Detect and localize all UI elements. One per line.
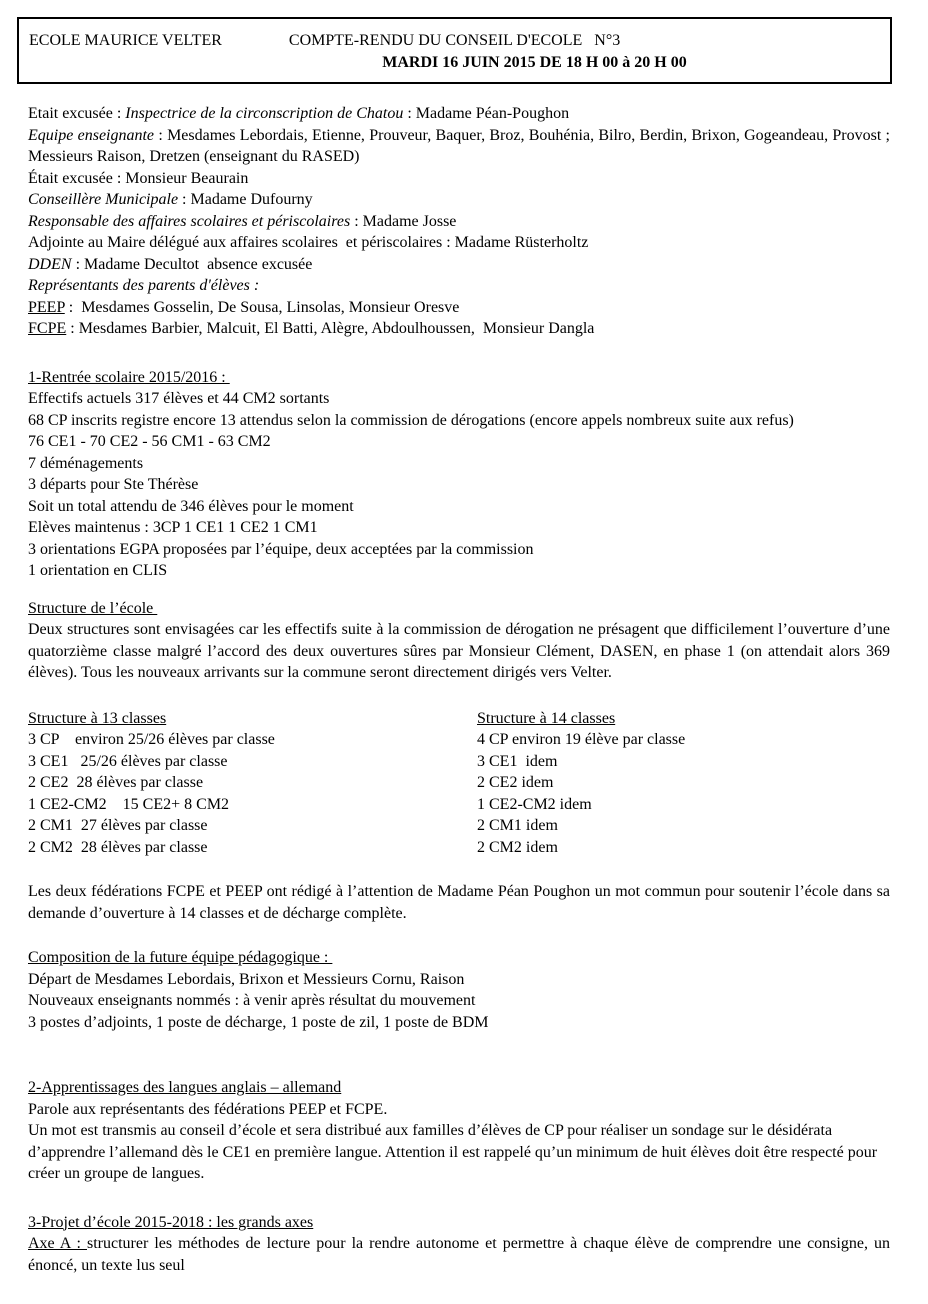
- structure-13-heading: [28, 708, 477, 730]
- parents-representatives-label: Représentants des parents d'élèves :: [28, 277, 260, 294]
- section1-line-niveaux: 76 CE1 - 70 CE2 - 56 CM1 - 63 CM2: [28, 433, 271, 450]
- attendee-school-affairs-name: : Madame Josse: [350, 212, 457, 230]
- header-title-row: [29, 30, 880, 52]
- structure-13-row-ce2: 2 CE2 28 élèves par classe: [28, 774, 204, 791]
- structure-heading: [28, 598, 890, 620]
- peep-label: PEEP: [28, 298, 65, 316]
- attendee-councillor-name: : Madame Dufourny: [178, 191, 313, 208]
- structure-columns: [28, 708, 890, 859]
- structure-paragraph: Deux structures sont envisagées car les effectifs suite à la commission de dérogation ne présagent que difficilement l’ouverture d’une quatorzième classe malgré l’accord des deux ouvertures sûres par Monsieur Clément, DASEN, en phase 1 (on attendait alors 369 élèves). Tous les nouveaux arrivants sur la commune seront directement dirigés vers Velter.: [28, 621, 890, 681]
- structure-heading-text: Structure de l’école: [28, 599, 158, 617]
- structure-14-row-cm2: 2 CM2 idem: [477, 838, 558, 856]
- section1-heading-text: 1-Rentrée scolaire 2015/2016 :: [28, 368, 230, 386]
- structure-13-heading-text: Structure à 13 classes: [28, 709, 167, 727]
- structure-14-heading-text: Structure à 14 classes: [477, 709, 616, 727]
- section1-line-effectifs: Effectifs actuels 317 élèves et 44 CM2 sortants: [28, 390, 330, 407]
- federations-paragraph: Les deux fédérations FCPE et PEEP ont rédigé à l’attention de Madame Péan Poughon un mot commun pour soutenir l’école dans sa demande d’ouverture à 14 classes et de décharge complète.: [28, 883, 890, 922]
- attendee-school-affairs-role: Responsable des affaires scolaires et périscolaires: [28, 212, 351, 230]
- section2-intro: Parole aux représentants des fédérations PEEP et FCPE.: [28, 1100, 388, 1118]
- attendee-councillor: [28, 189, 890, 211]
- attendee-dden-name: : Madame Decultot absence excusée: [71, 255, 313, 273]
- structure-13-row-cm2: 2 CM2 28 élèves par classe: [28, 838, 208, 856]
- attendee-inspector-prefix: Etait excusée :: [28, 105, 126, 122]
- attendee-deputy-mayor: Adjointe au Maire délégué aux affaires scolaires et périscolaires : Madame Rüsterholtz: [28, 234, 589, 251]
- structure-14-row-ce2: 2 CE2 idem: [477, 774, 554, 791]
- attendee-inspector: [28, 103, 890, 125]
- structure-13-row-cp: 3 CP environ 25/26 élèves par classe: [28, 731, 275, 748]
- attendee-teaching-team-role: Equipe enseignante: [28, 126, 155, 144]
- structure-14-row-cm1: 2 CM1 idem: [477, 817, 558, 834]
- school-name: ECOLE MAURICE VELTER: [29, 32, 222, 49]
- fcpe-label: FCPE: [28, 320, 67, 337]
- team-line-nouveaux: Nouveaux enseignants nommés : à venir après résultat du mouvement: [28, 992, 476, 1009]
- attendee-inspector-role: Inspectrice de la circonscription de Chatou: [125, 105, 404, 122]
- team-line-postes: 3 postes d’adjoints, 1 poste de décharge, 1 poste de zil, 1 poste de BDM: [28, 1013, 489, 1031]
- attendee-teaching-team-names: : Mesdames Lebordais, Etienne, Prouveur, Baquer, Broz, Bouhénia, Bilro, Berdin, Brixon, Gogeandeau, Provost ; Messieurs Raison, Dretzen (enseignant du RASED): [28, 126, 891, 165]
- section1-line-cp: 68 CP inscrits registre encore 13 attendus selon la commission de dérogations (encore appels nombreux suite aux refus): [28, 411, 794, 429]
- section1-line-maintenus: Elèves maintenus : 3CP 1 CE1 1 CE2 1 CM1: [28, 519, 318, 536]
- section1-line-total: Soit un total attendu de 346 élèves pour le moment: [28, 497, 354, 515]
- axe-a-text: structurer les méthodes de lecture pour la rendre autonome et permettre à chaque élève de comprendre une consigne, un énoncé, un texte lus seul: [28, 1235, 890, 1274]
- team-heading-text: Composition de la future équipe pédagogique :: [28, 949, 333, 966]
- structure-13-row-ce1: 3 CE1 25/26 élèves par classe: [28, 752, 228, 770]
- section1-line-egpa: 3 orientations EGPA proposées par l’équipe, deux acceptées par la commission: [28, 540, 534, 558]
- parents-representatives-heading: [28, 275, 890, 297]
- meeting-datetime: MARDI 16 JUIN 2015 DE 18 H 00 à 20 H 00: [382, 53, 687, 71]
- fcpe-names: : Mesdames Barbier, Malcuit, El Batti, Alègre, Abdoulhoussen, Monsieur Dangla: [66, 320, 595, 337]
- section3-heading: [28, 1212, 890, 1234]
- section1-line-demenagements: 7 déménagements: [28, 454, 144, 472]
- section2-heading-text: 2-Apprentissages des langues anglais – allemand: [28, 1079, 342, 1096]
- structure-14-heading: [477, 708, 890, 730]
- structure-14-row-cp: 4 CP environ 19 élève par classe: [477, 731, 686, 748]
- team-line-departs: Départ de Mesdames Lebordais, Brixon et Messieurs Cornu, Raison: [28, 970, 465, 988]
- axe-a-label: Axe A :: [28, 1235, 87, 1252]
- document-header: [17, 17, 892, 84]
- attendee-fcpe: [28, 318, 890, 340]
- section3-heading-text: 3-Projet d’école 2015-2018 : les grands axes: [28, 1213, 314, 1231]
- attendee-peep: [28, 297, 890, 319]
- structure-14-row-ce1: 3 CE1 idem: [477, 752, 558, 770]
- structure-13-row-ce2cm2: 1 CE2-CM2 15 CE2+ 8 CM2: [28, 795, 230, 813]
- section1-heading: [28, 367, 890, 389]
- attendee-excused: Était excusée : Monsieur Beaurain: [28, 169, 249, 187]
- section2-paragraph: Un mot est transmis au conseil d’école et sera distribué aux familles d’élèves de CP pour réaliser un sondage sur le désidérata d’apprendre l’allemand dès le CE1 en première langue. Attention il est rappelé qu’un minimum de huit élèves doit être respecté pour créer un groupe de langues.: [28, 1122, 878, 1182]
- document-body: [28, 103, 890, 1276]
- attendee-teaching-team: [28, 125, 890, 168]
- attendee-dden-role: DDEN: [28, 255, 72, 273]
- team-heading: [28, 947, 890, 969]
- report-title: COMPTE-RENDU DU CONSEIL D'ECOLE N°3: [288, 32, 621, 49]
- section2-heading: [28, 1077, 890, 1099]
- axe-a-paragraph: [28, 1233, 890, 1276]
- attendee-school-affairs: [28, 211, 890, 233]
- section1-line-departs: 3 départs pour Ste Thérèse: [28, 476, 199, 493]
- structure-13-row-cm1: 2 CM1 27 élèves par classe: [28, 817, 208, 834]
- section1-line-clis: 1 orientation en CLIS: [28, 562, 168, 579]
- peep-names: : Mesdames Gosselin, De Sousa, Linsolas, Monsieur Oresve: [64, 298, 460, 316]
- attendee-inspector-name: : Madame Péan-Poughon: [403, 105, 570, 122]
- structure-14-row-ce2cm2: 1 CE2-CM2 idem: [477, 795, 592, 813]
- structure-14-classes: [477, 708, 890, 859]
- structure-13-classes: [28, 708, 477, 859]
- attendee-dden: [28, 254, 890, 276]
- attendee-councillor-role: Conseillère Municipale: [28, 191, 179, 208]
